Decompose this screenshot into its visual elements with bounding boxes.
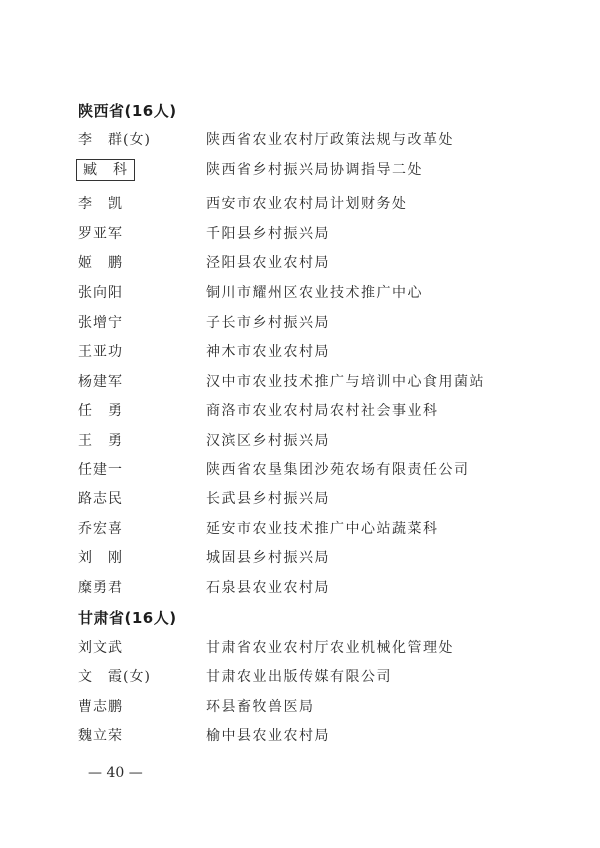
person-name: 罗亚军 bbox=[78, 226, 123, 242]
organization: 城固县乡村振兴局 bbox=[206, 550, 330, 566]
section-heading-gansu: 甘肃省(16人) bbox=[78, 609, 177, 627]
list-item bbox=[0, 459, 600, 481]
list-item bbox=[0, 341, 600, 363]
list-item bbox=[0, 223, 600, 245]
person-name: 刘 刚 bbox=[78, 550, 123, 566]
list-item bbox=[0, 430, 600, 452]
organization: 铜川市耀州区农业技术推广中心 bbox=[206, 285, 423, 301]
organization: 汉中市农业技术推广与培训中心食用菌站 bbox=[206, 374, 485, 390]
organization: 商洛市农业农村局农村社会事业科 bbox=[206, 403, 439, 419]
list-item bbox=[0, 159, 600, 181]
organization: 榆中县农业农村局 bbox=[206, 728, 330, 744]
person-name: 李 凯 bbox=[78, 196, 123, 212]
person-name: 文 霞(女) bbox=[78, 669, 151, 685]
person-name: 曹志鹏 bbox=[78, 699, 123, 715]
organization: 泾阳县农业农村局 bbox=[206, 255, 330, 271]
person-name: 魏立荣 bbox=[78, 728, 123, 744]
organization: 陕西省农业农村厅政策法规与改革处 bbox=[206, 132, 454, 148]
list-item bbox=[0, 547, 600, 569]
list-item bbox=[0, 577, 600, 599]
person-name: 乔宏喜 bbox=[78, 521, 123, 537]
list-item bbox=[0, 282, 600, 304]
person-name: 杨建军 bbox=[78, 374, 123, 390]
organization: 神木市农业农村局 bbox=[206, 344, 330, 360]
organization: 千阳县乡村振兴局 bbox=[206, 226, 330, 242]
list-item bbox=[0, 696, 600, 718]
organization: 甘肃省农业农村厅农业机械化管理处 bbox=[206, 640, 454, 656]
organization: 子长市乡村振兴局 bbox=[206, 315, 330, 331]
person-name: 王 勇 bbox=[78, 433, 123, 449]
list-item bbox=[0, 666, 600, 688]
person-name: 王亚功 bbox=[78, 344, 123, 360]
person-name: 任建一 bbox=[78, 462, 123, 478]
list-item bbox=[0, 371, 600, 393]
organization: 延安市农业技术推广中心站蔬菜科 bbox=[206, 521, 439, 537]
list-item bbox=[0, 312, 600, 334]
list-item bbox=[0, 518, 600, 540]
person-name: 张向阳 bbox=[78, 285, 123, 301]
list-item bbox=[0, 725, 600, 747]
list-item bbox=[0, 637, 600, 659]
person-name: 李 群(女) bbox=[78, 132, 151, 148]
organization: 西安市农业农村局计划财务处 bbox=[206, 196, 408, 212]
organization: 环县畜牧兽医局 bbox=[206, 699, 315, 715]
organization: 甘肃农业出版传媒有限公司 bbox=[206, 669, 392, 685]
list-item bbox=[0, 129, 600, 151]
organization: 陕西省农垦集团沙苑农场有限责任公司 bbox=[206, 462, 470, 478]
organization: 长武县乡村振兴局 bbox=[206, 491, 330, 507]
list-item bbox=[0, 252, 600, 274]
list-item bbox=[0, 488, 600, 510]
organization: 陕西省乡村振兴局协调指导二处 bbox=[206, 162, 423, 178]
person-name: 路志民 bbox=[78, 491, 123, 507]
organization: 汉滨区乡村振兴局 bbox=[206, 433, 330, 449]
section-heading-shaanxi: 陕西省(16人) bbox=[78, 102, 177, 120]
list-item bbox=[0, 400, 600, 422]
person-name: 张增宁 bbox=[78, 315, 123, 331]
organization: 石泉县农业农村局 bbox=[206, 580, 330, 596]
page-number: — 40 — bbox=[88, 765, 143, 781]
person-name: 姬 鹏 bbox=[78, 255, 123, 271]
person-name: 刘文武 bbox=[78, 640, 123, 656]
list-item bbox=[0, 193, 600, 215]
person-name-boxed: 臧 科 bbox=[76, 159, 135, 181]
person-name: 糜勇君 bbox=[78, 580, 123, 596]
person-name: 任 勇 bbox=[78, 403, 123, 419]
